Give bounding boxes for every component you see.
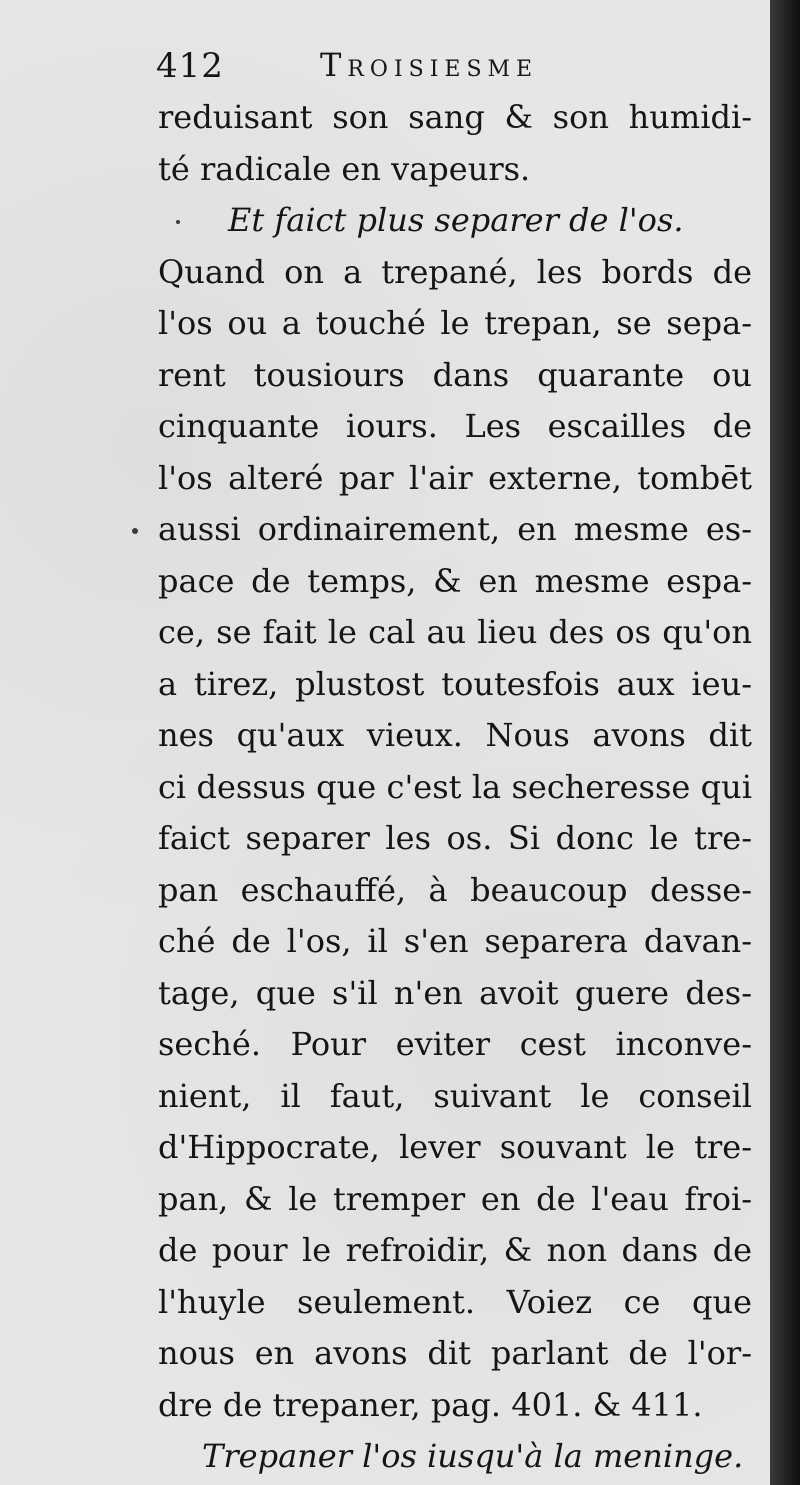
text-line: l'os ou a touché le trepan, se sepa-: [158, 304, 752, 342]
text-line: nous en avons dit parlant de l'or-: [158, 1334, 752, 1372]
text-line: tage, que s'il n'en avoit guere des-: [158, 973, 752, 1012]
text-line: seché. Pour eviter cest inconve-: [158, 1025, 752, 1063]
text-line: pan eschauffé, à beaucoup desse-: [158, 870, 752, 909]
text-line: ché de l'os, il s'en separera davan-: [158, 922, 752, 960]
text-line: nient, il faut, suivant le conseil: [158, 1076, 752, 1115]
text-line: faict separer les os. Si donc le tre-: [158, 819, 752, 857]
text-line: té radicale en vapeurs.: [158, 149, 531, 188]
page-number: 412: [156, 46, 224, 86]
text-line: Quand on a trepané, les bords de: [158, 252, 752, 291]
text-line: pace de temps, & en mesme espa-: [158, 561, 752, 600]
ink-speck: [132, 528, 138, 534]
text-line: ci dessus que c'est la secheresse qui: [158, 767, 752, 806]
text-line: a tirez, plustost toutesfois aux ieu-: [158, 664, 752, 703]
page-edge-shadow: [770, 0, 800, 1485]
text-line: nes qu'aux vieux. Nous avons dit: [158, 716, 752, 754]
body-text: [158, 92, 752, 1483]
text-line: ce, se fait le cal au lieu des os qu'on: [158, 613, 752, 651]
text-line: aussi ordinairement, en mesme es-: [158, 510, 752, 548]
text-line: rent tousiours dans quarante ou: [158, 355, 752, 394]
page-header: [150, 40, 620, 90]
text-line: dre de trepaner, pag. 401. & 411.: [158, 1385, 703, 1424]
marginal-heading: Trepaner l'os iusqu'à la meninge.: [202, 1437, 744, 1475]
text-line: pan, & le tremper en de l'eau froi-: [158, 1179, 752, 1218]
text-line: d'Hippocrate, lever souvant le tre-: [158, 1128, 752, 1166]
text-line: l'os alteré par l'air externe, tombēt: [158, 458, 752, 497]
text-line: reduisant son sang & son humidi-: [158, 98, 752, 136]
ink-speck: [176, 220, 180, 224]
running-title: Troisiesme: [320, 46, 539, 84]
text-line: cinquante iours. Les escailles de: [158, 407, 752, 445]
marginal-heading: Et faict plus separer de l'os.: [228, 201, 684, 239]
text-line: de pour le refroidir, & non dans de: [158, 1231, 752, 1269]
text-line: l'huyle seulement. Voiez ce que: [158, 1282, 752, 1321]
